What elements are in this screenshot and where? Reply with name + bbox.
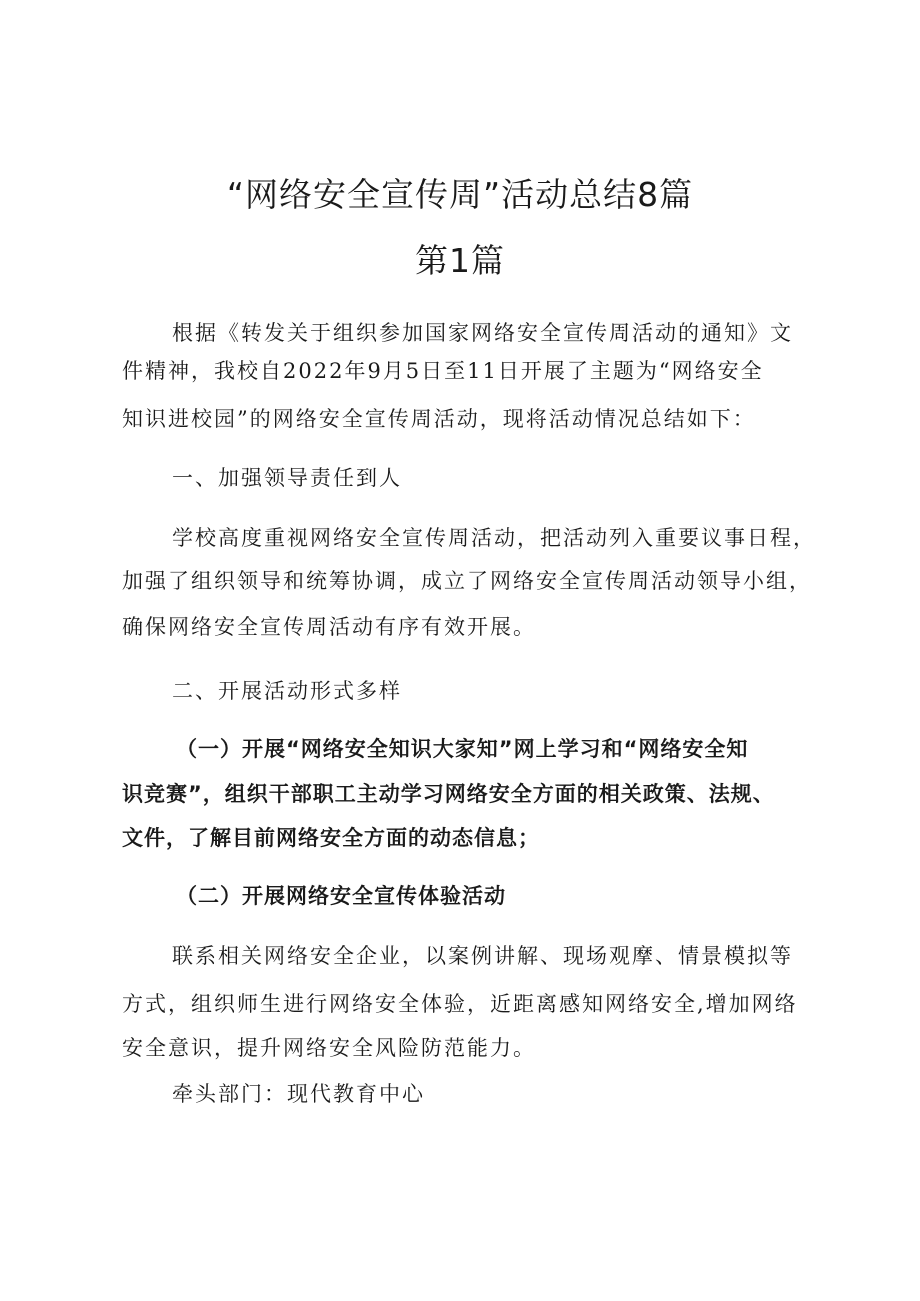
para2-line-2: 方式，组织师生进行网络安全体验，近距离感知网络安全,增加网络	[122, 992, 798, 1016]
para1-line-2: 加强了组织领导和统筹协调，成立了网络安全宣传周活动领导小组，	[122, 569, 812, 593]
heading-2: 二、开展活动形式多样	[172, 679, 402, 703]
para1-line-1: 学校高度重视网络安全宣传周活动，把活动列入重要议事日程，	[172, 526, 816, 550]
para1-line-3: 确保网络安全宣传周活动有序有效开展。	[122, 615, 536, 639]
sub1-line-3: 文件，了解目前网络安全方面的动态信息；	[122, 826, 540, 850]
para2-line-3: 安全意识，提升网络安全风险防范能力。	[122, 1036, 536, 1060]
intro-line-2: 件精神，我校自2022年9月5日至11日开展了主题为“网络安全	[122, 359, 764, 383]
intro-line-3: 知识进校园”的网络安全宣传周活动，现将活动情况总结如下：	[122, 407, 756, 431]
intro-line-1: 根据《转发关于组织参加国家网络安全宣传周活动的通知》文	[172, 321, 793, 345]
sub1-line-1: （一）开展“网络安全知识大家知”网上学习和“网络安全知	[176, 737, 749, 761]
lead-department: 牵头部门：现代教育中心	[172, 1082, 425, 1106]
sub1-line-2: 识竞赛”，组织干部职工主动学习网络安全方面的相关政策、法规、	[122, 782, 775, 806]
subsection-2: （二）开展网络安全宣传体验活动	[176, 884, 506, 908]
para2-line-1: 联系相关网络安全企业，以案例讲解、现场观摩、情景模拟等	[172, 944, 793, 968]
heading-1: 一、加强领导责任到人	[172, 466, 402, 490]
section-title: 第1篇	[415, 241, 505, 280]
document-title: “网络安全宣传周”活动总结8篇	[226, 175, 694, 214]
